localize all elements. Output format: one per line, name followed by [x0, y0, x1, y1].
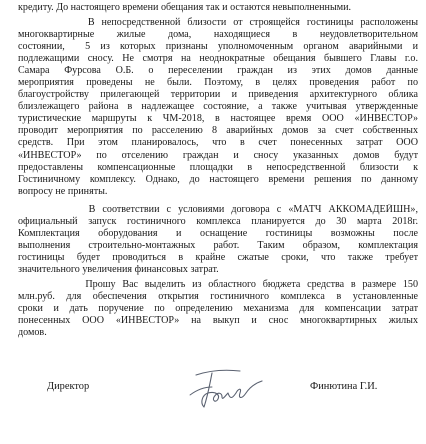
text-line: средств. При этом планировалось, что в счет понесенных затрат ООО: [18, 137, 418, 149]
text-line: мероприятия проведены не были. Поэтому, в целях проведения работ по: [18, 77, 418, 89]
text-line: млн.руб. для обеспечения открытия гостиничного комплекса в установленные: [18, 291, 418, 303]
text-line: понесенных ООО «ИНВЕСТОР» на выкуп и снос многоквартирных жилых: [18, 315, 418, 327]
paragraph-intro: [18, 2, 418, 14]
paragraph-contract: [18, 204, 418, 276]
text-line: В соответствии с условиями договора с «МАТЧ АККОМАДЕЙШН»,: [18, 204, 418, 215]
paragraph-request: [18, 279, 418, 339]
text-line: состоянии, 5 из которых признаны уполномоченным органом аварийными и: [18, 41, 418, 53]
text-line: значительного увеличения финансовых затрат.: [18, 264, 219, 276]
signatory-name: Финютина Г.И.: [310, 381, 378, 392]
text-line: многоквартирные жилые дома, находящиеся в неудовлетворительном: [18, 29, 418, 41]
text-line: подлежащими сносу. Не смотря на неоднократные обещания бывшего Главы г.о.: [18, 53, 418, 65]
text-line: туристические маршруты к ЧМ-2018, в настоящее время ООО «ИНВЕСТОР»: [18, 113, 418, 125]
text-line: проводит мероприятия по расселению 8 аварийных домов за счет собственных: [18, 125, 418, 137]
signatory-position: Директор: [47, 381, 90, 392]
text-line: предоставлены компенсационные площадки в непосредственной близости к: [18, 161, 418, 173]
text-line: вопросу не приняты.: [18, 185, 108, 197]
paragraph-buildings: [18, 17, 418, 198]
text-line: гостиницы будет проводиться в крайне сжатые сроки, что также требует: [18, 252, 418, 264]
text-line: Гостиничному комплексу. Однако, до настоящего времени решения по данному: [18, 173, 418, 185]
text-line: Комплектация оборудования и оснащение гостиницы возможны после: [18, 228, 418, 240]
text-line: Прошу Вас выделить из областного бюджета средства в размере 150: [18, 279, 418, 290]
text-line: кредиту. До настоящего времени обещания так и остаются невыполненными.: [18, 2, 352, 13]
text-line: официальный запуск гостиничного комплекса планируется до 30 марта 2018г.: [18, 216, 418, 228]
text-line: домов.: [18, 327, 47, 339]
text-line: сроки и дать поручение по определению механизма для компенсации затрат: [18, 303, 418, 315]
handwritten-signature: [182, 365, 270, 413]
text-line: В непосредственной близости от строящейся гостиницы расположены: [18, 17, 418, 28]
text-line: выполнения строительно-монтажных работ. Таким образом, комплектация: [18, 240, 418, 252]
text-line: «ИНВЕСТОР» по отселению граждан и сносу указанных домов будут: [18, 149, 418, 161]
text-line: близлежащего района в надлежащее состояние, а также учитывая утвержденные: [18, 101, 418, 113]
text-line: благоустройству прилегающей территории и приведения архитектурного облика: [18, 89, 418, 101]
text-line: Самара Фурсова О.Б. о переселении граждан из этих домов данные: [18, 65, 418, 77]
